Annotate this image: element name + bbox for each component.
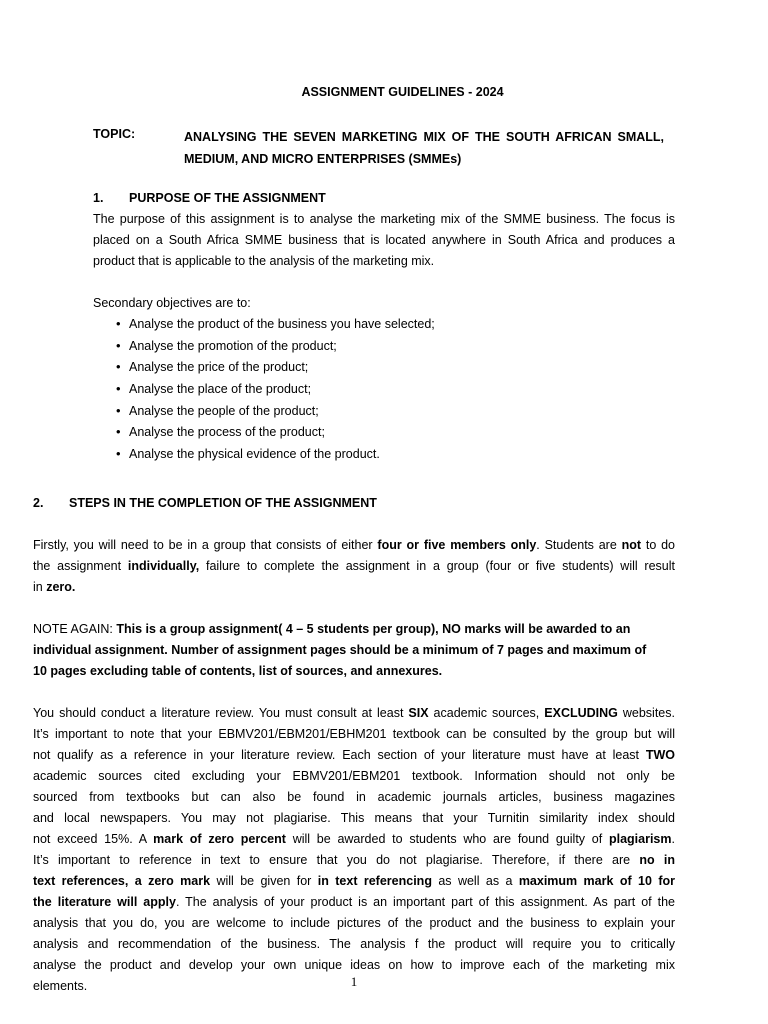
text-run-bold: 10 pages excluding table of contents, list of sources, and annexures. (33, 664, 443, 678)
list-item: • Analyse the product of the business you have selected; (116, 317, 435, 339)
text-run-bold: individually, (127, 559, 200, 573)
text-run-bold: the literature will apply (33, 895, 176, 909)
paragraph-line: placed on a South Africa SMME business that is located anywhere in South Africa and produces a (93, 233, 675, 247)
text-run: academic sources, (428, 706, 545, 720)
section-1-number: 1. (93, 191, 104, 205)
paragraph-line: product that is applicable to the analysis of the marketing mix. (93, 254, 435, 268)
text-run: to do (641, 538, 676, 552)
text-run-bold: TWO (645, 748, 675, 762)
literature-review-paragraph (33, 703, 675, 997)
paragraph-line: analysis that you do, you are welcome to include pictures of the product and the business to explain your (33, 916, 675, 930)
text-run: . (671, 832, 675, 846)
group-requirement-paragraph (33, 535, 675, 598)
text-run: NOTE AGAIN: (33, 622, 117, 636)
page-number: 1 (350, 974, 358, 989)
note-paragraph (33, 619, 675, 682)
text-run-bold: SIX (408, 706, 429, 720)
paragraph-line: and local newspapers. You may not plagiarise. This means that your Turnitin similarity index should (33, 811, 675, 825)
text-run: in (33, 580, 47, 594)
list-item: • Analyse the process of the product; (116, 425, 435, 447)
text-run-bold: EXCLUDING (544, 706, 618, 720)
text-run-bold: no in (639, 853, 676, 867)
list-item: • Analyse the people of the product; (116, 404, 435, 426)
text-run-bold: plagiarism (608, 832, 672, 846)
paragraph-line: Secondary objectives are to: (93, 296, 251, 310)
text-run: will be awarded to students who are found guilty of (285, 832, 609, 846)
text-run-bold: mark of zero percent (153, 832, 286, 846)
section-2-heading (33, 496, 377, 510)
paragraph-line: sourced from textbooks but can also be found in academic journals articles, business magazines (33, 790, 675, 804)
text-run: failure to complete the assignment in a group (four or five students) will result (199, 559, 676, 573)
list-item: • Analyse the place of the product; (116, 382, 435, 404)
objectives-list (116, 317, 435, 469)
text-run: websites. (617, 706, 675, 720)
paragraph-line: analysis and recommendation of the business. The analysis f the product will require you to critically (33, 937, 675, 951)
list-item: • Analyse the physical evidence of the product. (116, 447, 435, 469)
text-run-bold: maximum mark of 10 for (518, 874, 675, 888)
paragraph-line: The purpose of this assignment is to analyse the marketing mix of the SMME business. The focus is (93, 212, 675, 226)
topic-line-2: MEDIUM, AND MICRO ENTERPRISES (SMMEs) (184, 151, 462, 166)
text-run: Firstly, you will need to be in a group that consists of either (33, 538, 378, 552)
text-run: as well as a (431, 874, 519, 888)
paragraph-line: It’s important to note that your EBMV201/EBM201/EBHM201 textbook can be consulted by the group but will (33, 727, 675, 741)
text-run-bold: four or five members only (377, 538, 537, 552)
secondary-objectives-intro (93, 293, 493, 314)
text-run-bold: not (621, 538, 642, 552)
section-1-title: PURPOSE OF THE ASSIGNMENT (129, 191, 326, 205)
topic-text (184, 127, 664, 170)
section-1-heading (93, 191, 326, 205)
paragraph-line: academic sources cited excluding your EBMV201/EBM201 textbook. Information should not only be (33, 769, 675, 783)
text-run-bold: individual assignment. Number of assignment pages should be a minimum of 7 pages and maximum of (33, 643, 647, 657)
document-title: ASSIGNMENT GUIDELINES - 2024 (301, 85, 504, 99)
list-item: • Analyse the price of the product; (116, 360, 435, 382)
text-run-bold: zero. (46, 580, 76, 594)
text-run: the assignment (33, 559, 128, 573)
topic-line-1: ANALYSING THE SEVEN MARKETING MIX OF THE SOUTH AFRICAN SMALL, (184, 130, 664, 144)
text-run: . The analysis of your product is an important part of this assignment. As part of the (175, 895, 675, 909)
section-1-paragraph (93, 209, 675, 272)
section-2-number: 2. (33, 496, 44, 510)
paragraph-line: elements. (33, 979, 88, 993)
text-run: It’s important to reference in text to ensure that you do not plagiarise. Therefore, if there are (33, 853, 640, 867)
text-run: You should conduct a literature review. You must consult at least (33, 706, 409, 720)
text-run-bold: in text referencing (317, 874, 432, 888)
text-run: not qualify as a reference in your literature review. Each section of your literature must have at least (33, 748, 646, 762)
text-run: . Students are (536, 538, 622, 552)
topic-label: TOPIC: (93, 127, 136, 141)
text-run: will be given for (210, 874, 318, 888)
section-2-title: STEPS IN THE COMPLETION OF THE ASSIGNMENT (69, 496, 377, 510)
paragraph-line: analyse the product and develop your own unique ideas on how to improve each of the marketing mix (33, 958, 675, 972)
text-run: not exceed 15%. A (33, 832, 154, 846)
text-run-bold: text references, a zero mark (33, 874, 211, 888)
list-item: • Analyse the promotion of the product; (116, 339, 435, 361)
text-run-bold: This is a group assignment( 4 – 5 students per group), NO marks will be awarded to an (116, 622, 631, 636)
